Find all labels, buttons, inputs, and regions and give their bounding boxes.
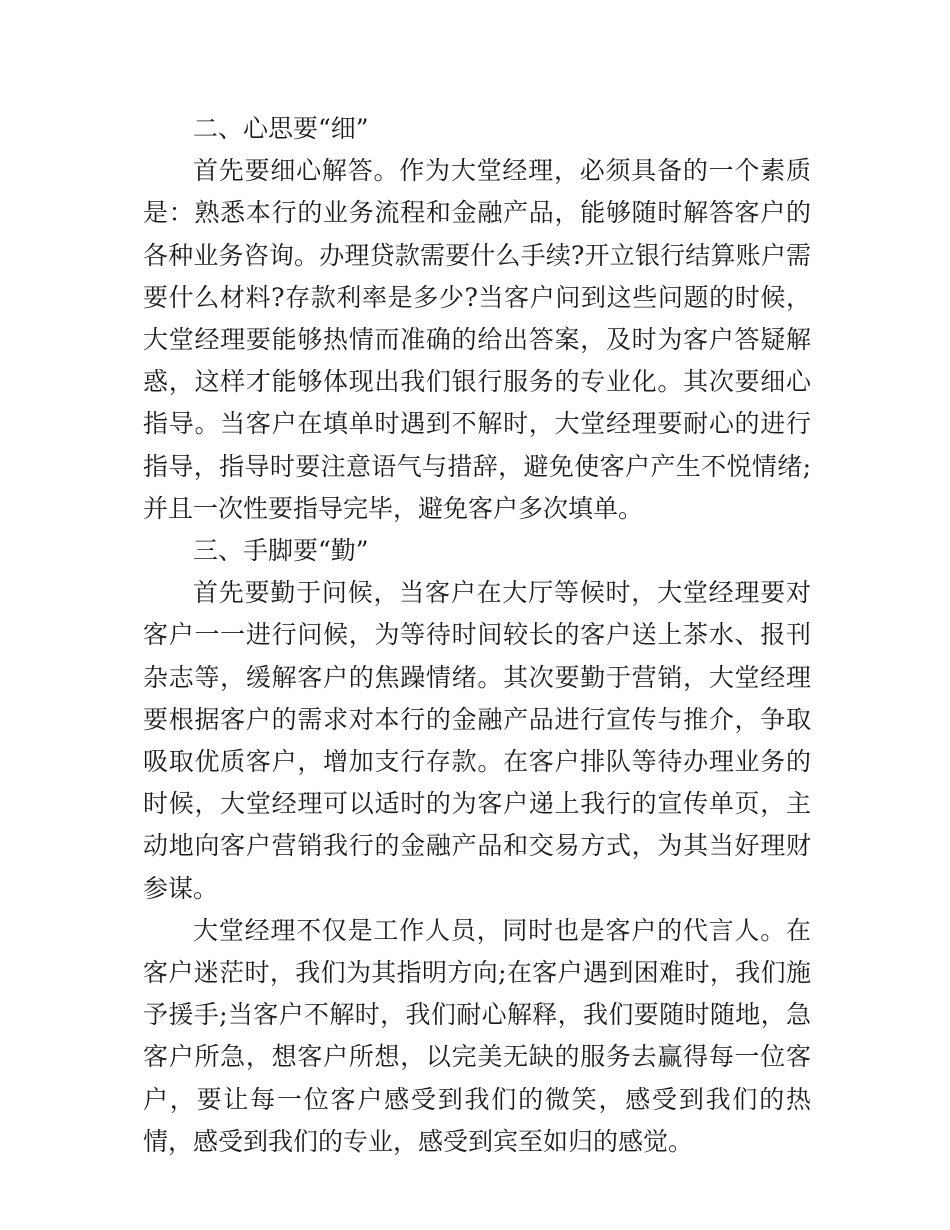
paragraph-xi-xin-jie-da: 首先要细心解答。作为大堂经理，必须具备的一个素质是：熟悉本行的业务流程和金融产品，能够随时解答客户的各种业务咨询。办理贷款需要什么手续?开立银行结算账户需要什么材料?存款利率是多少?当客户问到这些问题的时候，大堂经理要能够热情而准确的给出答案，及时为客户答疑解惑，这样才能够体现出我们银行服务的专业化。其次要细心指导。当客户在填单时遇到不解时，大堂经理要耐心的进行指导，指导时要注意语气与措辞，避免使客户产生不悦情绪;并且一次性要指导完毕，避免客户多次填单。 (143, 156, 811, 523)
document-page (143, 108, 811, 1163)
section-heading-shou-jiao: 三、手脚要“勤” (193, 536, 369, 566)
paragraph-dai-yan-ren: 大堂经理不仅是工作人员，同时也是客户的代言人。在客户迷茫时，我们为其指明方向;在客户遇到困难时，我们施予援手;当客户不解时，我们耐心解释，我们要随时随地，急客户所急，想客户所想，以完美无缺的服务去赢得每一位客户，要让每一位客户感受到我们的微笑，感受到我们的热情，感受到我们的专业，感受到宾至如归的感觉。 (143, 915, 811, 1156)
section-heading-xin-si: 二、心思要“细” (193, 114, 369, 143)
paragraph-qin-yu-wen-hou: 首先要勤于问候，当客户在大厅等候时，大堂经理要对客户一一进行问候，为等待时间较长的客户送上茶水、报刊杂志等，缓解客户的焦躁情绪。其次要勤于营销，大堂经理要根据客户的需求对本行的金融产品进行宣传与推介，争取吸取优质客户，增加支行存款。在客户排队等待办理业务的时候，大堂经理可以适时的为客户递上我行的宣传单页，主动地向客户营销我行的金融产品和交易方式，为其当好理财参谋。 (143, 578, 811, 903)
